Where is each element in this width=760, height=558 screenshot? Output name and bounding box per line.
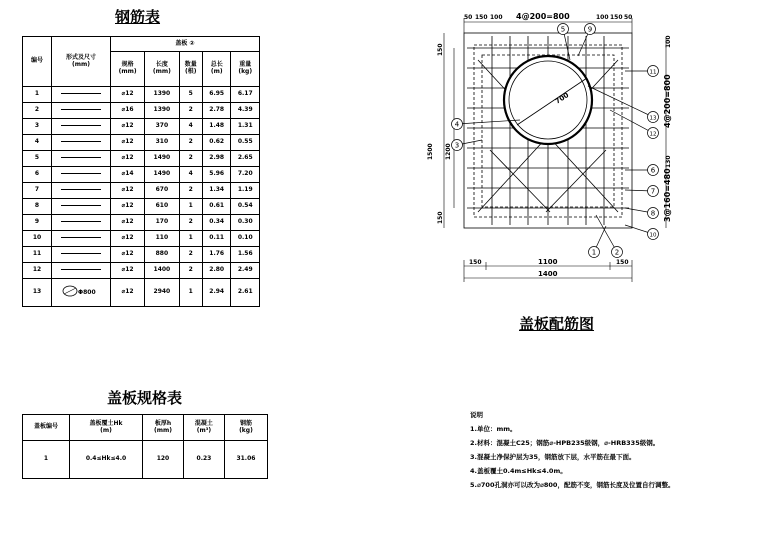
rebar-shape	[52, 135, 111, 151]
rebar-no: 8	[23, 199, 52, 215]
dim-top-right-b: 150	[610, 14, 623, 21]
rebar-spec: ⌀12	[111, 279, 145, 307]
header-no: 编号	[23, 37, 52, 87]
dim-left-total: 1500	[427, 143, 434, 160]
marker-label: 5	[560, 25, 566, 34]
rebar-total: 1.76	[202, 247, 231, 263]
rebar-no: 10	[23, 231, 52, 247]
rebar-weight: 0.55	[231, 135, 260, 151]
marker-label: 8	[650, 209, 656, 218]
header-spec: 规格 (mm)	[111, 52, 145, 87]
spec-cell-steel: 31.06	[224, 441, 267, 479]
rebar-weight: 0.10	[231, 231, 260, 247]
rebar-total: 1.48	[202, 119, 231, 135]
rebar-no: 3	[23, 119, 52, 135]
rebar-qty: 1	[179, 279, 202, 307]
rebar-spec: ⌀12	[111, 183, 145, 199]
rebar-weight: 2.49	[231, 263, 260, 279]
rebar-shape	[52, 103, 111, 119]
dim-top-mid: 4@200=800	[516, 12, 570, 21]
dim-bottom-mid: 1100	[538, 258, 558, 266]
rebar-total: 0.34	[202, 215, 231, 231]
rebar-length: 310	[145, 135, 179, 151]
spec-cell-no: 1	[23, 441, 70, 479]
rebar-shape	[52, 279, 111, 307]
rebar-shape	[52, 151, 111, 167]
dim-top-right-a: 100	[596, 14, 609, 21]
note-line: 5.⌀700孔洞亦可以改为⌀800，配筋不变，钢筋长度及位置自行调整。	[470, 481, 675, 489]
rebar-weight: 4.39	[231, 103, 260, 119]
straight-rebar-icon	[61, 189, 101, 190]
rebar-length: 110	[145, 231, 179, 247]
rebar-total: 0.61	[202, 199, 231, 215]
rebar-no: 12	[23, 263, 52, 279]
rebar-length: 370	[145, 119, 179, 135]
rebar-table	[22, 36, 260, 307]
rebar-qty: 2	[179, 263, 202, 279]
marker-leader	[610, 110, 653, 133]
dim-left-top: 150	[437, 43, 444, 56]
rebar-qty: 2	[179, 215, 202, 231]
marker-leader	[588, 86, 653, 117]
marker-label: 2	[614, 248, 620, 257]
rebar-shape	[52, 231, 111, 247]
rebar-length: 2940	[145, 279, 179, 307]
dim-bottom-right: 150	[616, 259, 629, 266]
header-qty: 数量 (根)	[179, 52, 202, 87]
straight-rebar-icon	[61, 269, 101, 270]
rebar-qty: 5	[179, 87, 202, 103]
straight-rebar-icon	[61, 157, 101, 158]
diameter-label: 700	[553, 91, 571, 106]
rebar-shape	[52, 263, 111, 279]
rebar-shape	[52, 215, 111, 231]
dim-top-left-b: 150	[475, 14, 488, 21]
rebar-weight: 2.65	[231, 151, 260, 167]
note-line: 3.混凝土净保护层为35，钢筋放下层，水平筋在最下面。	[470, 453, 636, 461]
rebar-spec: ⌀12	[111, 263, 145, 279]
spec-cell-thick: 120	[143, 441, 184, 479]
rebar-total: 0.62	[202, 135, 231, 151]
rebar-qty: 4	[179, 119, 202, 135]
dim-right-upper: 4@200=800	[663, 74, 672, 128]
rebar-row	[23, 183, 260, 199]
notes-title: 说明	[470, 411, 483, 419]
dim-left-inner: 1200	[445, 143, 452, 160]
rebar-spec: ⌀12	[111, 135, 145, 151]
hole-outer	[504, 56, 592, 144]
dim-bottom-total: 1400	[538, 270, 558, 278]
spec-cell-concrete: 0.23	[183, 441, 224, 479]
straight-rebar-icon	[61, 253, 101, 254]
rebar-spec: ⌀16	[111, 103, 145, 119]
rebar-length: 1400	[145, 263, 179, 279]
drawing-title: 盖板配筋图	[519, 315, 595, 333]
rebar-row	[23, 167, 260, 183]
rebar-length: 1490	[145, 151, 179, 167]
rebar-row	[23, 263, 260, 279]
rebar-total: 2.78	[202, 103, 231, 119]
circle-rebar-label: Φ800	[78, 289, 96, 297]
rebar-shape	[52, 87, 111, 103]
rebar-no: 9	[23, 215, 52, 231]
marker-label: 12	[649, 131, 657, 138]
rebar-weight: 6.17	[231, 87, 260, 103]
rebar-weight: 1.56	[231, 247, 260, 263]
circle-rebar-icon	[61, 284, 101, 298]
rebar-row	[23, 247, 260, 263]
rebar-spec: ⌀14	[111, 167, 145, 183]
marker-label: 10	[649, 232, 657, 239]
rebar-weight: 2.61	[231, 279, 260, 307]
header-group: 盖板 ②	[111, 37, 260, 52]
dim-right-b: 130	[665, 155, 672, 168]
rebar-total: 0.11	[202, 231, 231, 247]
header-weight: 重量 (kg)	[231, 52, 260, 87]
rebar-spec: ⌀12	[111, 215, 145, 231]
rebar-qty: 2	[179, 135, 202, 151]
rebar-qty: 4	[179, 167, 202, 183]
rebar-spec: ⌀12	[111, 247, 145, 263]
dim-top-left-a: 50	[464, 14, 473, 21]
rebar-weight: 0.30	[231, 215, 260, 231]
spec-table-title: 盖板规格表	[107, 389, 183, 407]
rebar-row	[23, 103, 260, 119]
rebar-weight: 1.31	[231, 119, 260, 135]
rebar-total: 2.98	[202, 151, 231, 167]
rebar-shape	[52, 167, 111, 183]
rebar-total: 5.96	[202, 167, 231, 183]
rebar-shape	[52, 247, 111, 263]
note-line: 4.盖板覆土0.4m≤Hk≤4.0m。	[470, 467, 567, 475]
rebar-total: 6.95	[202, 87, 231, 103]
rebar-spec: ⌀12	[111, 231, 145, 247]
rebar-row	[23, 215, 260, 231]
marker-label: 7	[650, 187, 656, 196]
rebar-total: 2.80	[202, 263, 231, 279]
rebar-weight: 0.54	[231, 199, 260, 215]
dim-bottom-left: 150	[469, 259, 482, 266]
rebar-no: 11	[23, 247, 52, 263]
dim-top-left-c: 100	[490, 14, 503, 21]
marker-label: 6	[650, 166, 656, 175]
rebar-shape	[52, 119, 111, 135]
rebar-no: 7	[23, 183, 52, 199]
dim-left-bottom: 150	[437, 211, 444, 224]
header-shape: 形式及尺寸 (mm)	[52, 37, 111, 87]
rebar-row	[23, 279, 260, 307]
straight-rebar-icon	[61, 205, 101, 206]
spec-table	[22, 414, 268, 479]
rebar-table-title: 钢筋表	[115, 8, 161, 26]
straight-rebar-icon	[61, 221, 101, 222]
straight-rebar-icon	[61, 109, 101, 110]
rebar-length: 880	[145, 247, 179, 263]
rebar-length: 610	[145, 199, 179, 215]
rebar-no: 4	[23, 135, 52, 151]
dim-top-right-c: 50	[624, 14, 633, 21]
rebar-qty: 2	[179, 183, 202, 199]
rebar-row	[23, 87, 260, 103]
rebar-row	[23, 119, 260, 135]
rebar-weight: 1.19	[231, 183, 260, 199]
rebar-spec: ⌀12	[111, 119, 145, 135]
rebar-qty: 1	[179, 231, 202, 247]
rebar-shape	[52, 183, 111, 199]
straight-rebar-icon	[61, 141, 101, 142]
header-length: 长度 (mm)	[145, 52, 179, 87]
note-line: 1.单位：mm。	[470, 425, 517, 433]
rebar-spec: ⌀12	[111, 151, 145, 167]
rebar-weight: 7.20	[231, 167, 260, 183]
rebar-qty: 2	[179, 247, 202, 263]
rebar-total: 2.94	[202, 279, 231, 307]
rebar-no: 5	[23, 151, 52, 167]
straight-rebar-icon	[61, 93, 101, 94]
rebar-row	[23, 231, 260, 247]
rebar-length: 170	[145, 215, 179, 231]
dim-right-lower: 3@160=480	[663, 168, 672, 222]
rebar-no: 1	[23, 87, 52, 103]
straight-rebar-icon	[61, 173, 101, 174]
marker-label: 3	[454, 141, 460, 150]
dim-right-a: 100	[665, 35, 672, 48]
spec-header-steel: 钢筋 (kg)	[224, 415, 267, 441]
rebar-qty: 1	[179, 199, 202, 215]
marker-label: 11	[649, 69, 657, 76]
spec-header-thick: 板厚h (mm)	[143, 415, 184, 441]
rebar-no: 13	[23, 279, 52, 307]
rebar-length: 1390	[145, 87, 179, 103]
marker-label: 13	[649, 115, 657, 122]
cover-plate-reinforcement-drawing	[420, 0, 670, 290]
rebar-qty: 2	[179, 103, 202, 119]
header-total: 总长 (m)	[202, 52, 231, 87]
rebar-qty: 2	[179, 151, 202, 167]
marker-label: 9	[587, 25, 593, 34]
rebar-length: 1390	[145, 103, 179, 119]
rebar-total: 1.34	[202, 183, 231, 199]
rebar-length: 1490	[145, 167, 179, 183]
spec-header-fill: 盖板覆土Hk (m)	[70, 415, 143, 441]
rebar-spec: ⌀12	[111, 87, 145, 103]
marker-label: 4	[454, 120, 460, 129]
note-line: 2.材料：混凝土C25；钢筋⌀-HPB235级钢，⌀-HRB335级钢。	[470, 439, 660, 447]
spec-header-concrete: 混凝土 (m³)	[183, 415, 224, 441]
rebar-length: 670	[145, 183, 179, 199]
diagonal-bar	[546, 150, 606, 212]
straight-rebar-icon	[61, 125, 101, 126]
straight-rebar-icon	[61, 237, 101, 238]
marker-label: 1	[591, 248, 597, 257]
spec-cell-fill: 0.4≤Hk≤4.0	[70, 441, 143, 479]
rebar-no: 2	[23, 103, 52, 119]
diagonal-bar	[490, 150, 550, 212]
spec-header-no: 盖板编号	[23, 415, 70, 441]
rebar-row	[23, 199, 260, 215]
rebar-row	[23, 135, 260, 151]
rebar-no: 6	[23, 167, 52, 183]
notes	[470, 408, 674, 492]
rebar-shape	[52, 199, 111, 215]
rebar-spec: ⌀12	[111, 199, 145, 215]
marker-leader	[596, 215, 617, 252]
rebar-row	[23, 151, 260, 167]
